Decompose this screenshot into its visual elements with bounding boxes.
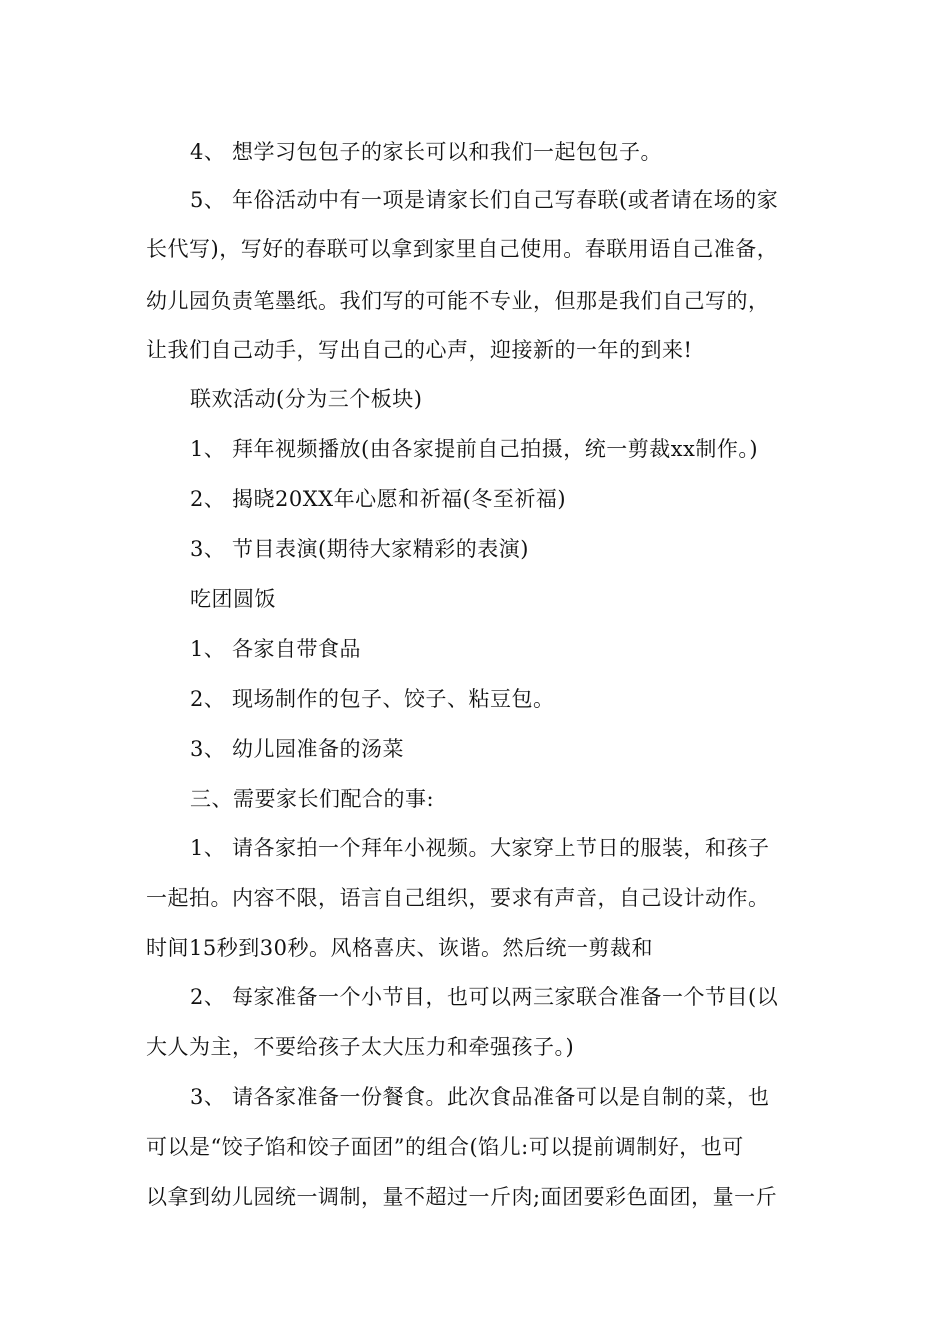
paragraph-line [146,1132,744,1162]
heading-text: 吃团圆饭 [190,587,276,611]
list-item [190,185,778,215]
paragraph-line: 请各家拍一个拜年小视频。大家穿上节日的服装，和孩子 [232,836,770,860]
paragraph-text: 长代写)，写好的春联可以拿到家里自己使用。春联用语自己准备， [146,237,779,261]
paragraph-text: 以拿到幼儿园统一调制，量不超过一斤肉;面团要彩色面团，量一斤 [146,1185,778,1209]
paragraph-line: 节目表演(期待大家精彩的表演) [232,537,529,561]
item-number: 3、 [190,737,226,761]
paragraph-line [146,286,770,316]
list-item [190,484,566,514]
paragraph-line [146,933,653,963]
paragraph-line [146,1182,777,1212]
item-number: 4、 [190,140,226,164]
section-heading [190,784,434,814]
item-number: 5、 [190,188,226,212]
item-number: 2、 [190,487,226,511]
paragraph-line [146,883,770,913]
item-number: 2、 [190,687,226,711]
paragraph-line: 揭晓20XX年心愿和祈福(冬至祈福) [232,487,567,511]
paragraph-text: 大人为主，不要给孩子太大压力和牵强孩子。) [146,1035,575,1059]
paragraph-line: 幼儿园准备的汤菜 [232,737,404,761]
list-item [190,982,778,1012]
item-number: 1、 [190,637,226,661]
list-item [190,534,529,564]
paragraph-text: 一起拍。内容不限，语言自己组织，要求有声音，自己设计动作。 [146,886,770,910]
list-item [190,137,662,167]
heading-text: 联欢活动(分为三个板块) [190,387,423,411]
paragraph-line: 年俗活动中有一项是请家长们自己写春联(或者请在场的家 [232,188,779,212]
paragraph-text: 时间15秒到30秒。风格喜庆、诙谐。然后统一剪裁和 [146,936,653,960]
paragraph-text: 幼儿园负责笔墨纸。我们写的可能不专业，但那是我们自己写的， [146,289,770,313]
list-item [190,684,555,714]
paragraph-text: 可以是“饺子馅和饺子面团”的组合(馅儿:可以提前调制好，也可 [146,1135,744,1159]
item-number: 1、 [190,437,226,461]
paragraph-text: 让我们自己动手，写出自己的心声，迎接新的一年的到来! [146,338,693,362]
list-item [190,833,770,863]
item-number: 1、 [190,836,226,860]
paragraph-line: 现场制作的包子、饺子、粘豆包。 [232,687,555,711]
heading-text: 三、需要家长们配合的事: [190,787,435,811]
list-item [190,734,404,764]
paragraph-line: 每家准备一个小节目，也可以两三家联合准备一个节目(以 [232,985,779,1009]
paragraph-line [146,335,692,365]
item-number: 3、 [190,537,226,561]
list-item [190,434,758,464]
paragraph-line [146,234,778,264]
item-number: 2、 [190,985,226,1009]
paragraph-line: 各家自带食品 [232,637,361,661]
item-number: 3、 [190,1085,226,1109]
section-heading [190,384,422,414]
list-item [190,634,361,664]
paragraph-line [146,1032,574,1062]
paragraph-line: 请各家准备一份餐食。此次食品准备可以是自制的菜，也 [232,1085,770,1109]
section-heading [190,584,276,614]
paragraph-line: 拜年视频播放(由各家提前自己拍摄，统一剪裁xx制作。) [232,437,759,461]
paragraph-line: 想学习包包子的家长可以和我们一起包包子。 [232,140,662,164]
list-item [190,1082,770,1112]
